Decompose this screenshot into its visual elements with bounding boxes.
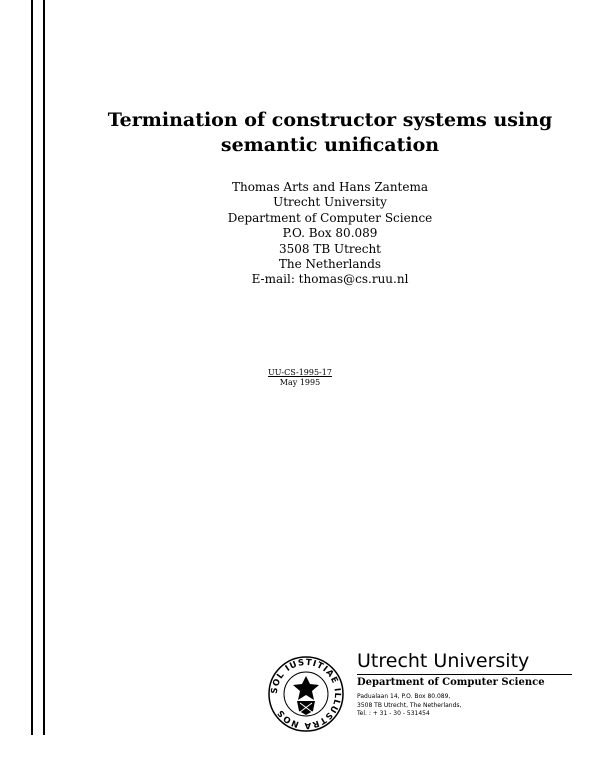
report-info: [260, 368, 340, 388]
title-line-2: semantic unification: [220, 134, 440, 156]
margin-rule-right: [43, 0, 45, 735]
university-name: Utrecht University: [357, 650, 530, 672]
footer-divider: [357, 674, 572, 675]
postal-box: P.O. Box 80.089: [282, 226, 378, 241]
footer-department: Department of Computer Science: [357, 677, 545, 688]
report-number: UU-CS-1995-17: [268, 368, 332, 377]
postal-city: 3508 TB Utrecht: [278, 241, 382, 256]
author-block: [60, 180, 600, 288]
report-date: May 1995: [279, 378, 321, 387]
author-names: Thomas Arts and Hans Zantema: [231, 180, 429, 194]
author-email: E-mail: thomas@cs.ruu.nl: [251, 272, 409, 287]
university-footer: [357, 650, 575, 719]
margin-rule-left: [31, 0, 33, 735]
title-line-1: Termination of constructor systems using: [107, 109, 553, 131]
paper-title: [60, 108, 600, 158]
affiliation-university: Utrecht University: [273, 195, 387, 210]
footer-address-line-1: Padualaan 14, P.O. Box 80.089,: [357, 693, 451, 700]
postal-country: The Netherlands: [278, 257, 382, 272]
seal-motto: SOL IUSTITIAE ILLUSTRA NOS: [269, 657, 343, 731]
footer-address-line-2: 3508 TB Utrecht, The Netherlands,: [357, 701, 462, 709]
footer-address-line-3: Tel. : + 31 - 30 - 531454: [357, 710, 430, 717]
university-seal-logo: [267, 655, 345, 733]
affiliation-department: Department of Computer Science: [227, 210, 433, 225]
footer-address: [357, 693, 575, 719]
